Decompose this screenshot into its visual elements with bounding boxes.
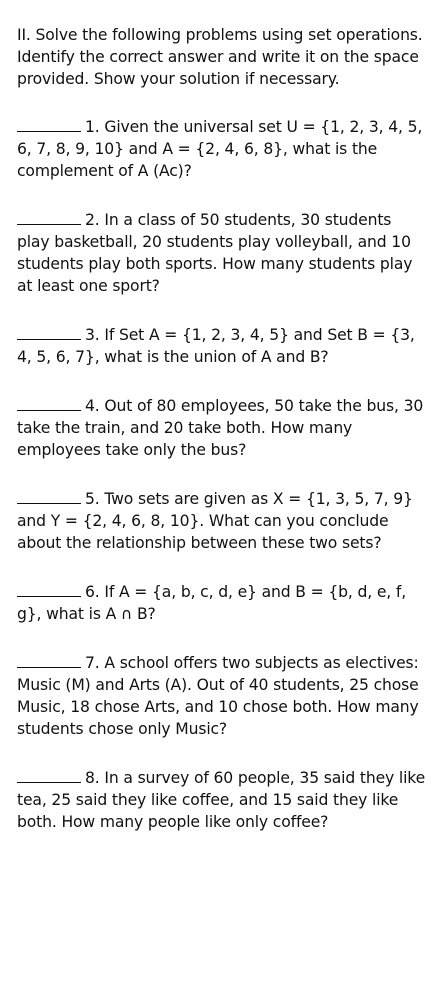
problem-5-text: 5. Two sets are given as X = {1, 3, 5, 7, 9} and Y = {2, 4, 6, 8, 10}. What can you conclude about the relationship between these two sets?: [17, 490, 413, 552]
problem-3-text: 3. If Set A = {1, 2, 3, 4, 5} and Set B = {3, 4, 5, 6, 7}, what is the union of A and B?: [17, 326, 415, 366]
problem-7-text: 7. A school offers two subjects as electives: Music (M) and Arts (A). Out of 40 students, 25 chose Music, 18 chose Arts, and 10 chose both. How many students chose only Music?: [17, 654, 419, 738]
answer-blank-6[interactable]: [17, 583, 81, 597]
answer-blank-3[interactable]: [17, 326, 81, 340]
problem-1-text: 1. Given the universal set U = {1, 2, 3, 4, 5, 6, 7, 8, 9, 10} and A = {2, 4, 6, 8}, what is the complement of A (Ac)?: [17, 118, 423, 180]
answer-blank-4[interactable]: [17, 397, 81, 411]
problem-3: [17, 324, 426, 368]
answer-blank-5[interactable]: [17, 490, 81, 504]
problem-8: [17, 767, 426, 833]
problem-4-text: 4. Out of 80 employees, 50 take the bus, 30 take the train, and 20 take both. How many employees take only the bus?: [17, 397, 424, 459]
problem-8-text: 8. In a survey of 60 people, 35 said they like tea, 25 said they like coffee, and 15 said they like both. How many people like only coffee?: [17, 769, 426, 831]
answer-blank-1[interactable]: [17, 118, 81, 132]
problem-6-text: 6. If A = {a, b, c, d, e} and B = {b, d, e, f, g}, what is A ∩ B?: [17, 583, 407, 623]
problem-1: [17, 116, 426, 182]
answer-blank-8[interactable]: [17, 769, 81, 783]
problem-2-text: 2. In a class of 50 students, 30 students play basketball, 20 students play volleyball, and 10 students play both sports. How many students play at least one sport?: [17, 211, 413, 295]
answer-blank-2[interactable]: [17, 211, 81, 225]
problem-2: [17, 209, 426, 297]
problem-4: [17, 395, 426, 461]
instructions-text: II. Solve the following problems using set operations. Identify the correct answer and write it on the space provided. Show your solution if necessary.: [17, 26, 423, 88]
answer-blank-7[interactable]: [17, 654, 81, 668]
problem-6: [17, 581, 426, 625]
problem-5: [17, 488, 426, 554]
problem-7: [17, 652, 426, 740]
